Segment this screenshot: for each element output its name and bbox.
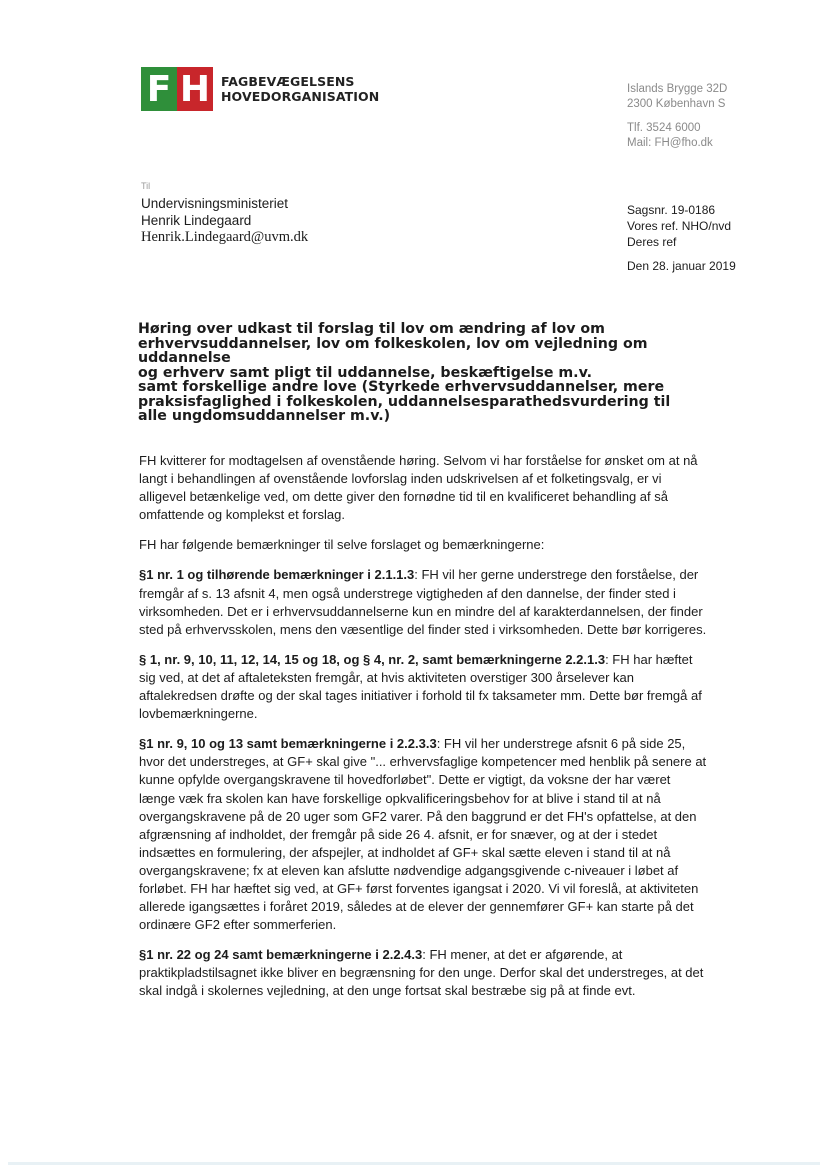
title-line: samt forskellige andre love (Styrkede erhvervsuddannelser, mere (138, 379, 665, 395)
body-paragraph (139, 946, 709, 1000)
case-number: Sagsnr. 19-0186 (627, 203, 716, 217)
address-city: 2300 København S (627, 98, 726, 110)
paragraph-heading: § 1, nr. 9, 10, 11, 12, 14, 15 og 18, og § 4, nr. 2, samt bemærkningerne 2.2.1.3 (139, 651, 606, 667)
reference-block (627, 202, 731, 250)
page-bottom-edge (8, 1162, 820, 1165)
letter-date: Den 28. januar 2019 (627, 259, 736, 273)
title-line: alle ungdomsuddannelser m.v.) (138, 408, 391, 424)
paragraph-text: : FH har hæftet sig ved, at det af aftaleteksten fremgår, at hvis aktiviteten overstiger 300 årselever kan aftalekredsen drøfte og der skal tages initiativer i forhold til fx taksameter mm. Dette bør fremgå af lovbemærkningerne. (139, 651, 702, 722)
sender-address (627, 82, 727, 112)
paragraph-text: FH har følgende bemærkninger til selve forslaget og bemærkningerne: (139, 537, 545, 553)
paragraph-text: : FH mener, at det er afgørende, at praktikpladstilsagnet ikke bliver en begrænsning for den unge. Derfor skal det understreges, at det skal indgå i skolernes vejledning, at den unge fortsat skal bestræbe sig på at finde evt. (139, 947, 704, 999)
body-paragraph (139, 452, 709, 524)
your-reference: Deres ref (627, 235, 677, 249)
paragraph-heading: §1 nr. 1 og tilhørende bemærkninger i 2.1.1.3 (139, 567, 415, 583)
logo-wordmark (221, 74, 379, 104)
logo-letter-f: F (146, 68, 172, 110)
recipient-label: Til (141, 181, 151, 191)
recipient-name: Henrik Lindegaard (141, 212, 252, 228)
address-street: Islands Brygge 32D (627, 83, 728, 95)
title-line: Høring over udkast til forslag til lov om ændring af lov om (138, 321, 605, 337)
fh-logo-mark (141, 67, 213, 111)
body-paragraph (139, 651, 709, 723)
paragraph-text: : FH vil her understrege afsnit 6 på side 25, hvor det understreges, at GF+ skal give "... erhvervsfaglige kompetencer med henblik på senere at kunne opfylde overgangskravene til hovedforløbet". Dette er vigtigt, da voksne der har været længe væk fra skolen kan have forskellige opkvalificeringsbehov for at blive i stand til at nå overgangskravene på de 20 uger som GF2 varer. På den baggrund er det FH's opfattelse, at den afgrænsning af indholdet, der fremgår på side 26 4. afsnit, er for snæver, og at der i stedet indsættes en formulering, der afspejler, at indholdet af GF+ skal sætte eleven i stand til at nå overgangskravene; fx at eleven kan afslutte nødvendige adgangsgivende c-niveauer i løbet af forløbet. FH har hæftet sig ved, at GF+ først forventes igangsat i 2020. Vi vil foreslå, at aktiviteten allerede igangsættes i foråret 2019, således at de elever der gennemfører GF+ kan starte på det ordinære GF2 efter sommerferien. (139, 736, 707, 933)
contact-mail: Mail: FH@fho.dk (627, 137, 713, 149)
paragraph-heading: §1 nr. 22 og 24 samt bemærkningerne i 2.2.4.3 (139, 947, 423, 963)
logo-line-2: HOVEDORGANISATION (221, 89, 380, 104)
recipient-org: Undervisningsministeriet (141, 196, 289, 211)
contact-phone: Tlf. 3524 6000 (627, 122, 701, 134)
logo-letter-h: H (179, 68, 211, 110)
title-line: praksisfaglighed i folkeskolen, uddannelsesparathedsvurdering til (138, 393, 671, 410)
title-line: og erhverv samt pligt til uddannelse, beskæftigelse m.v. (138, 364, 593, 381)
paragraph-text: FH kvitterer for modtagelsen af ovenstående høring. Selvom vi har forståelse for ønsket om at nå langt i behandlingen af ovenstående lovforslag inden udskrivelsen af et folketingsvalg, er vi alligevel betænkelige ved, om dette giver den fornødne tid til en kvalificeret behandling af så omfattende og komplekst et forslag. (139, 453, 698, 523)
body-paragraph (139, 566, 709, 638)
body-paragraph (139, 536, 709, 554)
paragraph-heading: §1 nr. 9, 10 og 13 samt bemærkningerne i 2.2.3.3 (139, 736, 437, 752)
logo-line-1: FAGBEVÆGELSENS (221, 74, 355, 89)
paragraph-text: : FH vil her gerne understrege den forståelse, der fremgår af s. 13 afsnit 4, men også understrege vigtigheden af den dannelse, der finder sted i virksomheden. Det er i erhvervsuddannelserne kun en mindre del af karakterdannelsen, der finder sted på erhvervsskolen, mens den væsentlige del finder sted i virksomheden. Dette bør korrigeres. (139, 567, 707, 637)
sender-contact (627, 121, 713, 151)
recipient-block (141, 196, 308, 246)
our-reference: Vores ref. NHO/nvd (627, 219, 732, 233)
title-line: erhvervsuddannelser, lov om folkeskolen, lov om vejledning om uddannelse (138, 335, 648, 366)
letter-body (139, 452, 709, 1013)
letter-title (138, 322, 698, 424)
recipient-email: Henrik.Lindegaard@uvm.dk (141, 229, 309, 245)
fh-logo (141, 67, 379, 111)
body-paragraph (139, 735, 709, 934)
